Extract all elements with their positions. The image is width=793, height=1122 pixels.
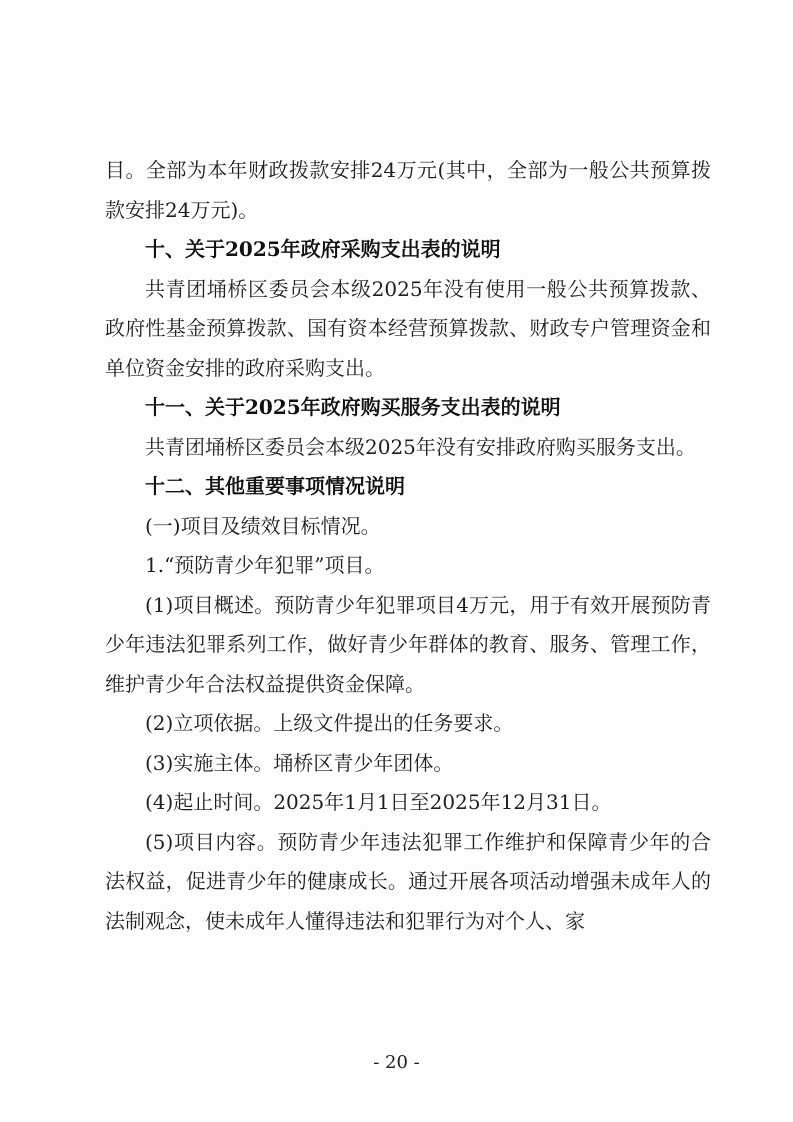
paragraph-service-purchase: 共青团埇桥区委员会本级2025年没有安排政府购买服务支出。 (145, 434, 696, 459)
project-basis: (2)立项依据。上级文件提出的任务要求。 (145, 711, 514, 735)
section-heading-10: 十、关于2025年政府采购支出表的说明 (145, 237, 501, 261)
project-title: 1.“预防青少年犯罪”项目。 (145, 553, 385, 577)
subsection-heading-1: (一)项目及绩效目标情况。 (145, 513, 381, 538)
project-period: (4)起止时间。2025年1月1日至2025年12月31日。 (145, 790, 612, 814)
project-content: (5)项目内容。预防青少年违法犯罪工作维护和保障青少年的合法权益，促进青少年的健康成长。通过开展各项活动增强未成年人的法制观念，使未成年人懂得违法和犯罪行为对个人、家 (105, 829, 711, 933)
section-heading-12: 十二、其他重要事项情况说明 (145, 474, 405, 498)
project-overview: (1)项目概述。预防青少年犯罪项目4万元，用于有效开展预防青少年违法犯罪系列工作，做好青少年群体的教育、服务、管理工作，维护青少年合法权益提供资金保障。 (105, 592, 711, 696)
document-body (105, 151, 711, 941)
paragraph-procurement: 共青团埇桥区委员会本级2025年没有使用一般公共预算拨款、政府性基金预算拨款、国有资本经营预算拨款、财政专户管理资金和单位资金安排的政府采购支出。 (105, 276, 711, 380)
section-heading-11: 十一、关于2025年政府购买服务支出表的说明 (145, 395, 561, 419)
paragraph-continued: 目。全部为本年财政拨款安排24万元(其中，全部为一般公共预算拨款安排24万元)。 (105, 158, 711, 222)
page-number: - 20 - (373, 1052, 420, 1073)
project-implementer: (3)实施主体。埇桥区青少年团体。 (145, 750, 454, 775)
